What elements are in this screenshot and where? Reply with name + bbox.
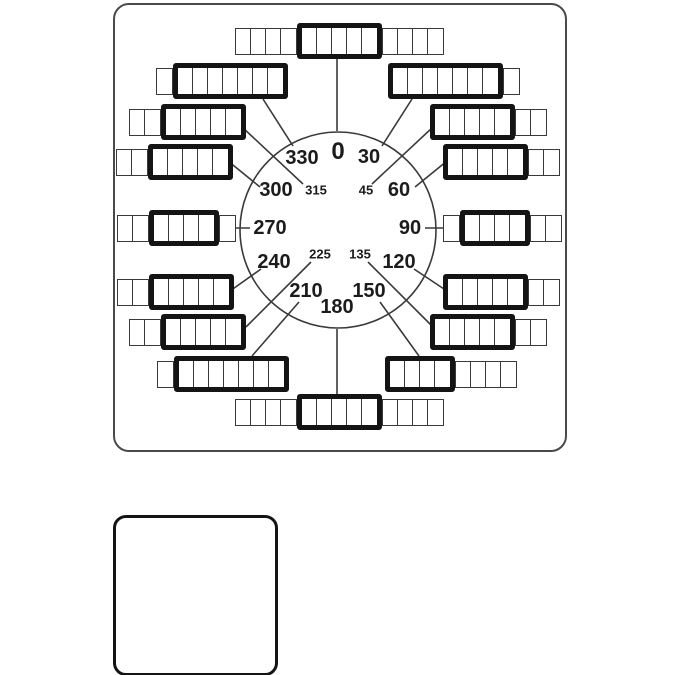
block-cell bbox=[130, 320, 145, 345]
block-cell bbox=[435, 361, 450, 387]
degree-label-0: 0 bbox=[331, 138, 345, 165]
position-block-180 bbox=[235, 394, 444, 430]
position-block-225 bbox=[129, 314, 246, 350]
block-cell bbox=[266, 400, 281, 425]
position-block-330 bbox=[156, 63, 288, 99]
degree-label-90: 90 bbox=[398, 217, 422, 239]
block-cell bbox=[383, 400, 398, 425]
block-cell bbox=[184, 279, 199, 305]
block-cell bbox=[390, 361, 405, 387]
block-cell bbox=[145, 110, 160, 135]
block-cell bbox=[428, 400, 443, 425]
bold-segment bbox=[161, 314, 246, 350]
degree-label-60: 60 bbox=[387, 179, 411, 201]
position-block-120 bbox=[443, 274, 560, 310]
connector-line-150 bbox=[380, 302, 419, 356]
block-cell bbox=[504, 69, 519, 94]
thin-segment bbox=[117, 279, 149, 306]
block-cell bbox=[546, 216, 561, 241]
bold-segment bbox=[430, 314, 515, 350]
position-block-135 bbox=[430, 314, 547, 350]
bold-segment bbox=[148, 144, 233, 180]
thin-segment bbox=[117, 215, 149, 242]
block-cell bbox=[236, 29, 251, 54]
block-cell bbox=[154, 279, 169, 305]
block-cell bbox=[179, 361, 194, 387]
block-cell bbox=[266, 29, 281, 54]
block-cell bbox=[495, 109, 510, 135]
block-cell bbox=[450, 319, 465, 345]
block-cell bbox=[332, 28, 347, 54]
block-cell bbox=[438, 68, 453, 94]
block-cell bbox=[383, 29, 398, 54]
thin-segment bbox=[515, 109, 547, 136]
block-cell bbox=[194, 361, 209, 387]
degree-label-240: 240 bbox=[257, 251, 291, 273]
degree-label-210: 210 bbox=[289, 280, 323, 302]
block-cell bbox=[531, 320, 546, 345]
block-cell bbox=[435, 109, 450, 135]
block-cell bbox=[145, 320, 160, 345]
block-cell bbox=[153, 149, 168, 175]
block-cell bbox=[398, 400, 413, 425]
block-cell bbox=[198, 149, 213, 175]
degree-label-180: 180 bbox=[320, 296, 354, 318]
position-block-0 bbox=[235, 23, 444, 59]
connector-line-330 bbox=[263, 99, 293, 146]
block-cell bbox=[468, 68, 483, 94]
block-cell bbox=[211, 319, 226, 345]
degree-label-300: 300 bbox=[259, 179, 293, 201]
thin-segment bbox=[129, 109, 161, 136]
position-block-210 bbox=[157, 356, 289, 392]
connector-line-210 bbox=[252, 302, 299, 356]
degree-label-330: 330 bbox=[285, 147, 319, 169]
block-cell bbox=[211, 109, 226, 135]
block-cell bbox=[154, 215, 169, 241]
thin-segment bbox=[443, 215, 460, 242]
block-cell bbox=[268, 68, 283, 94]
block-cell bbox=[226, 319, 241, 345]
block-cell bbox=[362, 399, 377, 425]
position-block-60 bbox=[443, 144, 560, 180]
degree-label-30: 30 bbox=[357, 146, 381, 168]
block-cell bbox=[420, 361, 435, 387]
bold-segment bbox=[460, 210, 530, 246]
block-cell bbox=[413, 400, 428, 425]
block-cell bbox=[183, 149, 198, 175]
thin-segment bbox=[156, 68, 173, 95]
block-cell bbox=[510, 215, 525, 241]
position-block-30 bbox=[388, 63, 520, 99]
block-cell bbox=[196, 319, 211, 345]
block-cell bbox=[405, 361, 420, 387]
block-cell bbox=[166, 109, 181, 135]
block-cell bbox=[544, 280, 559, 305]
degree-label-270: 270 bbox=[253, 217, 287, 239]
block-cell bbox=[302, 28, 317, 54]
block-cell bbox=[428, 29, 443, 54]
block-cell bbox=[463, 149, 478, 175]
block-cell bbox=[347, 28, 362, 54]
block-cell bbox=[253, 68, 268, 94]
block-cell bbox=[393, 68, 408, 94]
block-cell bbox=[117, 150, 132, 175]
block-cell bbox=[199, 215, 214, 241]
thin-segment bbox=[528, 279, 560, 306]
connector-line-30 bbox=[382, 99, 412, 146]
block-cell bbox=[209, 361, 224, 387]
block-cell bbox=[223, 68, 238, 94]
degree-label-225: 225 bbox=[309, 246, 331, 262]
block-cell bbox=[317, 28, 332, 54]
thin-segment bbox=[528, 149, 560, 176]
thin-segment bbox=[219, 215, 236, 242]
thin-segment bbox=[129, 319, 161, 346]
block-cell bbox=[220, 216, 235, 241]
block-cell bbox=[453, 68, 468, 94]
block-cell bbox=[398, 29, 413, 54]
connector-line-45 bbox=[372, 127, 433, 184]
thin-segment bbox=[515, 319, 547, 346]
block-cell bbox=[133, 280, 148, 305]
thin-segment bbox=[382, 399, 444, 426]
block-cell bbox=[236, 400, 251, 425]
block-cell bbox=[281, 400, 296, 425]
thin-segment bbox=[235, 28, 297, 55]
bold-segment bbox=[297, 394, 382, 430]
block-cell bbox=[130, 110, 145, 135]
block-cell bbox=[508, 279, 523, 305]
bold-segment bbox=[297, 23, 382, 59]
position-block-300 bbox=[116, 144, 233, 180]
block-cell bbox=[347, 399, 362, 425]
block-cell bbox=[450, 109, 465, 135]
block-cell bbox=[408, 68, 423, 94]
bold-segment bbox=[443, 274, 528, 310]
block-cell bbox=[251, 400, 266, 425]
block-cell bbox=[465, 319, 480, 345]
block-cell bbox=[133, 216, 148, 241]
block-cell bbox=[480, 109, 495, 135]
block-cell bbox=[269, 361, 284, 387]
degree-label-135: 135 bbox=[349, 246, 371, 262]
block-cell bbox=[362, 28, 377, 54]
thin-segment bbox=[116, 149, 148, 176]
block-cell bbox=[501, 362, 516, 387]
block-cell bbox=[118, 280, 133, 305]
bold-segment bbox=[443, 144, 528, 180]
bold-segment bbox=[149, 274, 234, 310]
block-cell bbox=[239, 361, 254, 387]
block-cell bbox=[214, 279, 229, 305]
bold-segment bbox=[161, 104, 246, 140]
block-cell bbox=[483, 68, 498, 94]
bold-segment bbox=[173, 63, 288, 99]
block-cell bbox=[486, 362, 501, 387]
block-cell bbox=[495, 319, 510, 345]
block-cell bbox=[169, 215, 184, 241]
block-cell bbox=[463, 279, 478, 305]
block-cell bbox=[480, 215, 495, 241]
degree-label-150: 150 bbox=[352, 280, 386, 302]
block-cell bbox=[208, 68, 223, 94]
block-cell bbox=[132, 150, 147, 175]
bold-segment bbox=[149, 210, 219, 246]
block-cell bbox=[181, 109, 196, 135]
block-cell bbox=[413, 29, 428, 54]
block-cell bbox=[495, 215, 510, 241]
block-cell bbox=[544, 150, 559, 175]
block-cell bbox=[178, 68, 193, 94]
block-cell bbox=[465, 109, 480, 135]
block-cell bbox=[238, 68, 253, 94]
block-cell bbox=[196, 109, 211, 135]
block-cell bbox=[444, 216, 459, 241]
position-block-45 bbox=[430, 104, 547, 140]
block-cell bbox=[465, 215, 480, 241]
block-cell bbox=[118, 216, 133, 241]
degree-label-45: 45 bbox=[358, 182, 374, 198]
bold-segment bbox=[388, 63, 503, 99]
block-cell bbox=[478, 279, 493, 305]
block-cell bbox=[478, 149, 493, 175]
block-cell bbox=[157, 69, 172, 94]
block-cell bbox=[226, 109, 241, 135]
thin-segment bbox=[382, 28, 444, 55]
block-cell bbox=[516, 320, 531, 345]
block-cell bbox=[493, 279, 508, 305]
block-cell bbox=[471, 362, 486, 387]
block-cell bbox=[213, 149, 228, 175]
block-cell bbox=[529, 280, 544, 305]
bold-segment bbox=[174, 356, 289, 392]
block-cell bbox=[516, 110, 531, 135]
block-cell bbox=[456, 362, 471, 387]
block-cell bbox=[158, 362, 173, 387]
block-cell bbox=[302, 399, 317, 425]
block-cell bbox=[199, 279, 214, 305]
block-cell bbox=[193, 68, 208, 94]
position-block-150 bbox=[385, 356, 517, 392]
thin-segment bbox=[530, 215, 562, 242]
block-cell bbox=[251, 29, 266, 54]
position-block-270 bbox=[117, 210, 236, 246]
block-cell bbox=[480, 319, 495, 345]
block-cell bbox=[529, 150, 544, 175]
block-cell bbox=[332, 399, 347, 425]
thin-segment bbox=[503, 68, 520, 95]
block-cell bbox=[508, 149, 523, 175]
degree-label-120: 120 bbox=[382, 251, 416, 273]
degree-label-315: 315 bbox=[305, 182, 327, 198]
thin-segment bbox=[157, 361, 174, 388]
block-cell bbox=[531, 110, 546, 135]
block-cell bbox=[317, 399, 332, 425]
position-block-315 bbox=[129, 104, 246, 140]
block-cell bbox=[281, 29, 296, 54]
block-cell bbox=[435, 319, 450, 345]
block-cell bbox=[184, 215, 199, 241]
block-cell bbox=[493, 149, 508, 175]
handle-square bbox=[113, 515, 278, 675]
block-cell bbox=[448, 149, 463, 175]
thin-segment bbox=[455, 361, 517, 388]
thin-segment bbox=[235, 399, 297, 426]
bold-segment bbox=[430, 104, 515, 140]
bold-segment bbox=[385, 356, 455, 392]
block-cell bbox=[168, 149, 183, 175]
position-block-240 bbox=[117, 274, 234, 310]
block-cell bbox=[224, 361, 239, 387]
block-cell bbox=[448, 279, 463, 305]
block-cell bbox=[166, 319, 181, 345]
block-cell bbox=[169, 279, 184, 305]
block-cell bbox=[254, 361, 269, 387]
block-cell bbox=[181, 319, 196, 345]
position-block-90 bbox=[443, 210, 562, 246]
block-cell bbox=[423, 68, 438, 94]
block-cell bbox=[531, 216, 546, 241]
